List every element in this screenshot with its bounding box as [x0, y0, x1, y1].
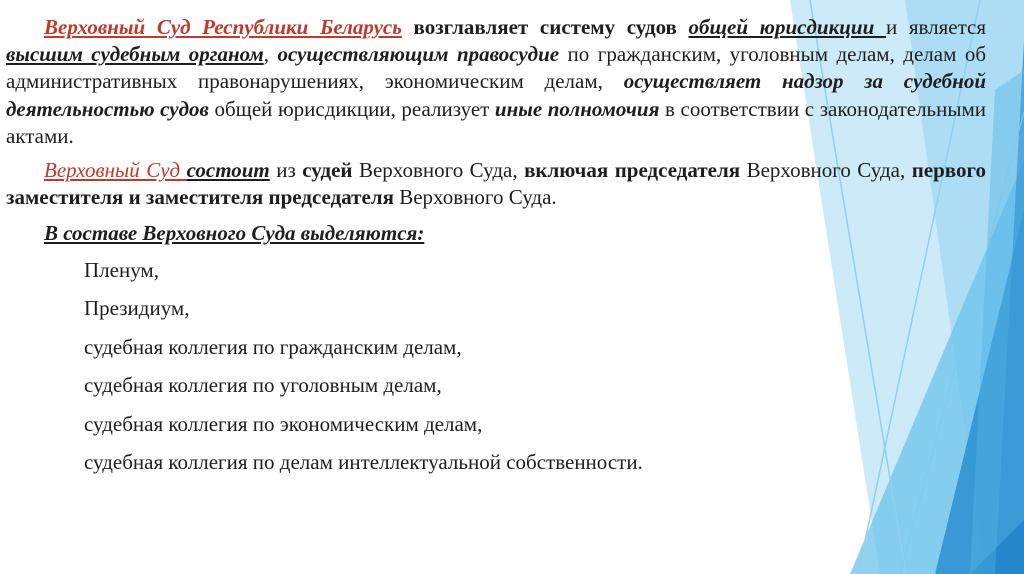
emphasis-supervision: осуществляет надзор за судебной деятельностью судов: [6, 69, 986, 121]
text-segment: в соответствии с законодательными актами.: [6, 96, 987, 148]
court-name-short: Верховный Суд: [44, 158, 187, 183]
text-segment: общей юрисдикции, реализует: [208, 96, 495, 121]
list-item: Пленум,: [84, 257, 159, 282]
emphasis-including-chairman: включая председателя: [524, 158, 741, 183]
list-item: судебная коллегия по экономическим делам,: [84, 411, 483, 436]
list-item: судебная коллегия по делам интеллектуальной собственности.: [84, 450, 643, 475]
slide-content: [6, 14, 986, 488]
text-segment: Верховного Суда,: [352, 158, 525, 183]
paragraph-court-composition: [6, 157, 986, 211]
emphasis-deputies: первого заместителя и заместителя председателя: [6, 158, 986, 210]
emphasis-other-powers: иные полномочия: [494, 96, 660, 121]
emphasis-highest-judicial-body: высшим судебным органом: [6, 42, 264, 67]
list-item: судебная коллегия по гражданским делам,: [84, 334, 462, 359]
court-name-heading: Верховный Суд Республики Беларусь: [44, 15, 402, 39]
emphasis-administers-justice: осуществляющим правосудие: [277, 42, 560, 67]
text-segment: по гражданским, уголовным делам, делам об административных правонарушениях, экономическим делам,: [6, 42, 986, 94]
text-segment: и является: [885, 15, 986, 39]
text-segment: Верховного Суда.: [393, 185, 557, 210]
list-item: судебная коллегия по уголовным делам,: [84, 373, 442, 398]
text-segment: Верховного Суда,: [740, 158, 912, 183]
text-segment: [677, 15, 689, 39]
paragraph-supreme-court-role: [6, 14, 986, 150]
emphasis-consists: состоит: [186, 158, 270, 183]
emphasis-general-jurisdiction: общей юрисдикции: [688, 15, 886, 39]
text-segment: из: [269, 158, 303, 183]
text-segment: [402, 15, 414, 39]
subheading-court-structure: В составе Верховного Суда выделяются:: [44, 221, 425, 246]
emphasis-heads-system: возглавляет систему судов: [413, 15, 677, 39]
court-structure-list: [6, 257, 986, 477]
text-segment: ,: [263, 42, 278, 67]
list-item: Президиум,: [84, 296, 190, 321]
emphasis-judges: судей: [302, 158, 353, 183]
